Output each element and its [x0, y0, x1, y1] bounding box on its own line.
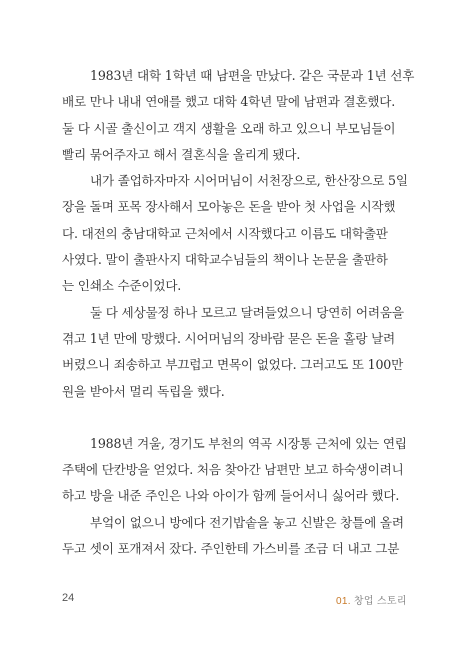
page-number: 24	[62, 592, 75, 604]
text-line: 둘 다 시골 출신이고 객지 생활을 오래 하고 있으니 부모님들이	[62, 120, 396, 136]
text-line: 주택에 단칸방을 얻었다. 처음 찾아간 남편만 보고 하숙생이려니	[62, 462, 404, 478]
text-line: 다. 대전의 충남대학교 근처에서 시작했다고 이름도 대학출판	[62, 225, 388, 241]
paragraph	[62, 510, 404, 563]
paragraph	[62, 300, 404, 405]
text-line: 내가 졸업하자마자 시어머님이 서천장으로, 한산장으로 5일	[90, 173, 408, 189]
text-line: 부엌이 없으니 방에다 전기밥솥을 놓고 신발은 창틀에 올려	[90, 514, 404, 530]
text-line: 하고 방을 내준 주인은 나와 아이가 함께 들어서니 싫어라 했다.	[62, 488, 400, 504]
body-text	[62, 63, 415, 562]
text-line: 는 인쇄소 수준이었다.	[62, 278, 182, 294]
text-line: 1983년 대학 1학년 때 남편을 만났다. 같은 국문과 1년 선후	[90, 68, 415, 83]
text-line: 1988년 겨울, 경기도 부천의 역곡 시장통 근처에 있는 연립	[90, 435, 407, 451]
text-line: 빨리 묶어주자고 해서 결혼식을 올리게 됐다.	[62, 146, 301, 162]
text-line: 사였다. 말이 출판사지 대학교수님들의 책이나 논문을 출판하	[62, 252, 388, 268]
chapter-title: 창업 스토리	[353, 596, 407, 607]
text-line: 두고 셋이 포개져서 잤다. 주인한테 가스비를 조금 더 내고 그분	[62, 541, 400, 557]
paragraph	[62, 63, 415, 168]
chapter-number: 01.	[336, 596, 351, 607]
text-line: 버렸으니 죄송하고 부끄럽고 면목이 없었다. 그러고도 또 100만	[62, 357, 404, 373]
text-line: 배로 만나 내내 연애를 했고 대학 4학년 말에 남편과 결혼했다.	[62, 94, 396, 110]
text-line: 원을 받아서 멀리 독립을 했다.	[62, 383, 225, 399]
section-break	[62, 405, 392, 431]
paragraph	[62, 431, 407, 510]
running-footer	[336, 592, 407, 607]
text-line: 장을 돌며 포목 장사해서 모아놓은 돈을 받아 첫 사업을 시작했	[62, 199, 396, 215]
text-line: 겪고 1년 만에 망했다. 시어머님의 장바람 묻은 돈을 홀랑 날려	[62, 330, 396, 346]
text-line: 둘 다 세상물정 하나 모르고 달려들었으니 당연히 어려움을	[90, 304, 404, 320]
paragraph	[62, 168, 408, 299]
